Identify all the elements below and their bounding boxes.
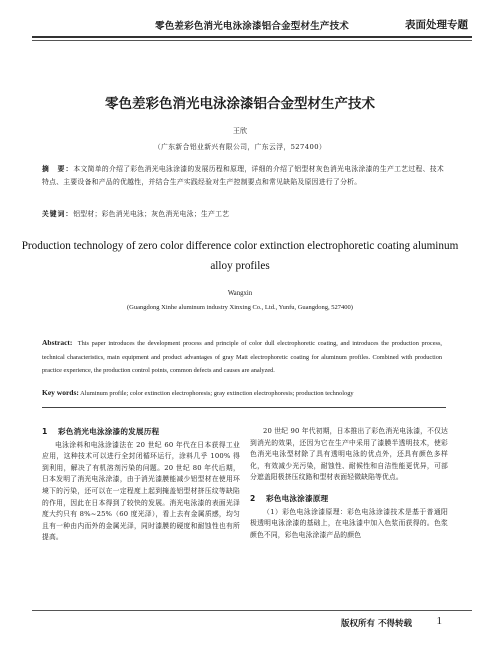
english-title: Production technology of zero color difference color extinction electrophoretic coating aluminum alloy profiles <box>21 240 459 272</box>
chinese-abstract <box>42 163 444 188</box>
chinese-keywords <box>42 208 444 218</box>
english-affiliation: (Guangdong Xinhe aluminum industry Xinxing Co., Ltd., Yunfu, Guangdong, 527400) <box>127 304 353 311</box>
chinese-keywords-text: 铝型材；彩色消光电泳；灰色消光电泳；生产工艺 <box>73 210 230 218</box>
section-2-number: 2 <box>250 493 256 503</box>
section-1-heading <box>42 426 240 438</box>
section-2-paragraph: （1）彩色电泳涂漆原理：彩色电泳涂漆技术是基于普通阳极透明电泳涂漆的基础上，在电泳漆中加入色浆而获得的。色浆颜色不同，彩色电泳涂漆产品的颜色 <box>250 507 448 539</box>
running-header <box>0 0 480 44</box>
footer-rule <box>32 610 472 611</box>
header-rule-thick <box>32 36 472 38</box>
chinese-author: 王欣 <box>233 127 247 135</box>
section-1-paragraph-continued: 20 世纪 90 年代初期，日本推出了彩色消光电泳漆，不仅达到消光的效果，还因为它在生产中采用了漆膜半透明技术，使彩色消光电泳型材除了具有透明电泳的优点外，还具有颜色多样化，有效减少光污染，耐蚀性、耐候性和自洁性能更优异，可部分遮盖阳极挤压纹路和型材表面轻微缺陷等优点。 <box>250 427 448 482</box>
english-author: Wangxin <box>227 290 253 297</box>
chinese-keywords-label: 关键词： <box>42 210 74 218</box>
chinese-abstract-label: 摘 要： <box>42 165 74 173</box>
body-column-right <box>250 426 448 541</box>
body-column-left <box>42 426 240 544</box>
running-header-section: 表面处理专题 <box>405 19 468 31</box>
english-keywords-label: Key words: <box>42 388 79 397</box>
header-rule-thin <box>32 40 472 41</box>
chinese-title: 零色差彩色消光电泳涂漆铝合金型材生产技术 <box>105 96 375 112</box>
page-number: 1 <box>436 615 442 627</box>
running-header-title: 零色差彩色消光电泳涂漆铝合金型材生产技术 <box>155 21 350 32</box>
english-abstract-label: Abstract: <box>42 338 73 347</box>
english-abstract <box>42 336 442 378</box>
english-keywords <box>42 388 462 397</box>
section-1-paragraph: 电泳涂料和电泳涂漆法在 20 世纪 60 年代在日本获得工业应用，这种技术可以进行全封闭循环运行，涂料几乎 100% 得到利用，解决了有机溶剂污染的问题。20 世纪 80 年代后期，日本发明了消光电泳涂漆，由于消光漆膜能减少铝型材在使用环境下的污染，还可以在一定程度上起到掩盖铝型材挤压纹等缺陷的作用，因此在日本得到了较快的发展。消光电泳漆的表面光泽度大约只有 8%~25%（60 度光泽），看上去有金属质感，均匀且有一种由内而外的金属光泽，同时漆膜的硬度和耐蚀性也有所提高。 <box>42 440 240 542</box>
section-1-title: 彩色消光电泳涂漆的发展历程 <box>58 427 160 436</box>
section-2-title: 彩色电泳涂漆原理 <box>266 493 329 503</box>
english-keywords-text: Aluminum profile; color extinction electrophoresis; gray extinction electrophoresis; production technology <box>80 390 354 397</box>
chinese-abstract-text: 本文简单的介绍了彩色消光电泳涂漆的发展历程和原理，详细的介绍了铝型材灰色消光电泳涂漆的生产工艺过程、技术特点、主要设备和产品的优越性，并结合生产实践经验对生产控制要点和常见缺陷及原因进行了分析。 <box>42 165 445 186</box>
english-abstract-text: This paper introduces the development process and principle of color dull electrophoretic coating, and introduces the production process, technical characteristics, main equipment and product advantages of gray Matt electrophoretic coating for aluminum profiles. Combined with production practice experience, the production control points, common defects and causes are analyzed. <box>42 340 442 374</box>
copyright-notice: 版权所有 不得转载 <box>341 619 412 629</box>
abstract-divider <box>42 407 446 408</box>
chinese-affiliation: （广东新合铝业新兴有限公司，广东云浮，527400） <box>153 143 327 151</box>
section-1-number: 1 <box>42 427 48 436</box>
section-2-heading <box>250 493 448 505</box>
